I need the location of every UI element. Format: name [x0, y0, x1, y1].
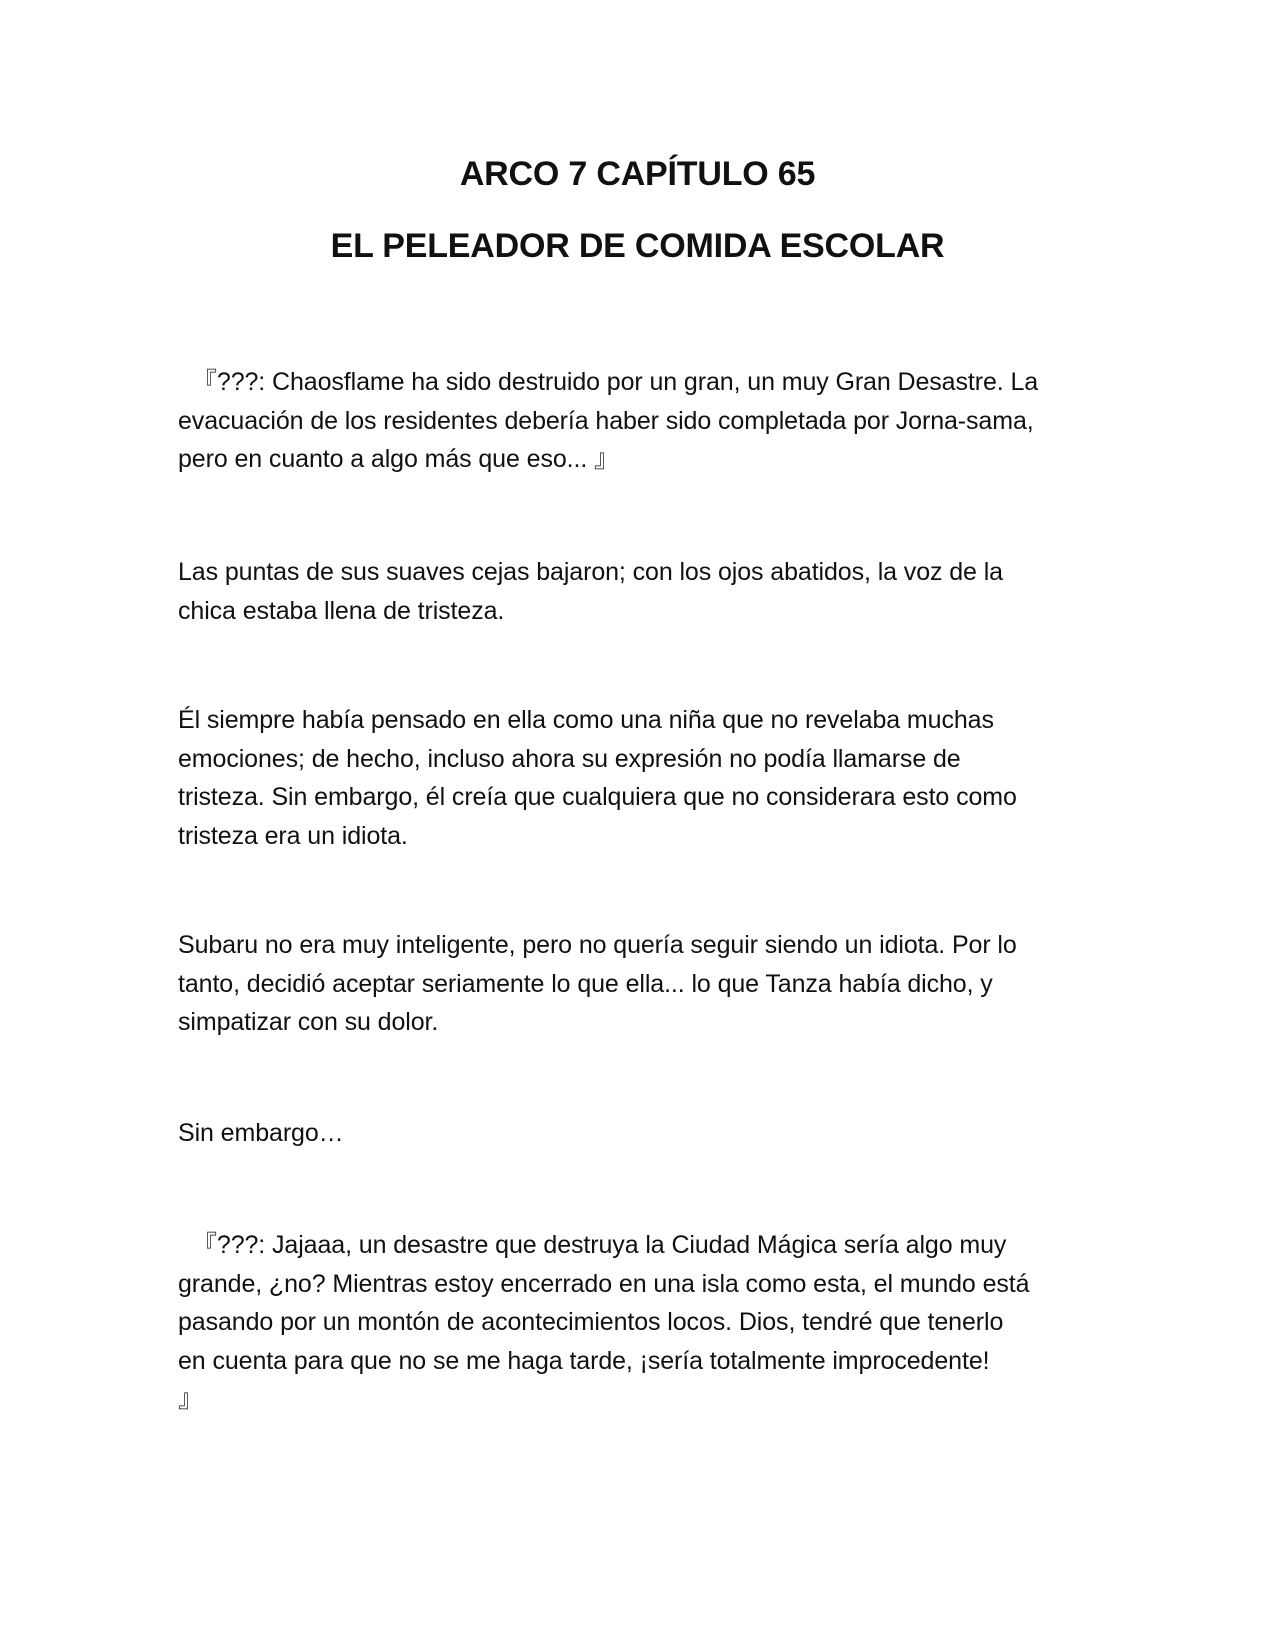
paragraph-line: tanto, decidió aceptar seriamente lo que ella... lo que Tanza había dicho, y	[178, 969, 993, 998]
paragraph-3	[178, 701, 1113, 855]
paragraph-line: evacuación de los residentes debería haber sido completada por Jorna-sama,	[178, 406, 1034, 435]
paragraph-line: simpatizar con su dolor.	[178, 1008, 439, 1036]
paragraph-line: Sin embargo…	[178, 1119, 344, 1147]
paragraph-1	[178, 363, 1113, 479]
paragraph-line: 『???: Chaosflame ha sido destruido por un gran, un muy Gran Desastre. La	[192, 368, 1039, 396]
paragraph-2	[178, 553, 1113, 630]
paragraph-line: pasando por un montón de acontecimientos locos. Dios, tendré que tenerlo	[178, 1308, 1004, 1336]
paragraph-line: Subaru no era muy inteligente, pero no quería seguir siendo un idiota. Por lo	[178, 931, 1017, 959]
chapter-title: EL PELEADOR DE COMIDA ESCOLAR	[330, 227, 945, 265]
paragraph-line: grande, ¿no? Mientras estoy encerrado en una isla como esta, el mundo está	[178, 1269, 1030, 1298]
paragraph-line: 』	[178, 1385, 203, 1413]
paragraph-6	[178, 1226, 1113, 1419]
paragraph-line: Él siempre había pensado en ella como una niña que no revelaba muchas	[178, 706, 994, 734]
paragraph-5	[178, 1114, 1113, 1153]
paragraph-4	[178, 926, 1113, 1042]
paragraph-line: pero en cuanto a algo más que eso... 』	[178, 445, 619, 473]
chapter-heading: ARCO 7 CAPÍTULO 65	[459, 155, 816, 193]
paragraph-line: tristeza era un idiota.	[178, 821, 408, 850]
paragraph-line: emociones; de hecho, incluso ahora su expresión no podía llamarse de	[178, 744, 961, 773]
paragraph-line: tristeza. Sin embargo, él creía que cualquiera que no considerara esto como	[178, 783, 1017, 811]
paragraph-line: 『???: Jajaaa, un desastre que destruya la Ciudad Mágica sería algo muy	[192, 1231, 1007, 1259]
paragraph-line: Las puntas de sus suaves cejas bajaron; con los ojos abatidos, la voz de la	[178, 558, 1003, 586]
paragraph-line: chica estaba llena de tristeza.	[178, 596, 505, 625]
paragraph-line: en cuenta para que no se me haga tarde, ¡sería totalmente improcedente!	[178, 1346, 990, 1375]
